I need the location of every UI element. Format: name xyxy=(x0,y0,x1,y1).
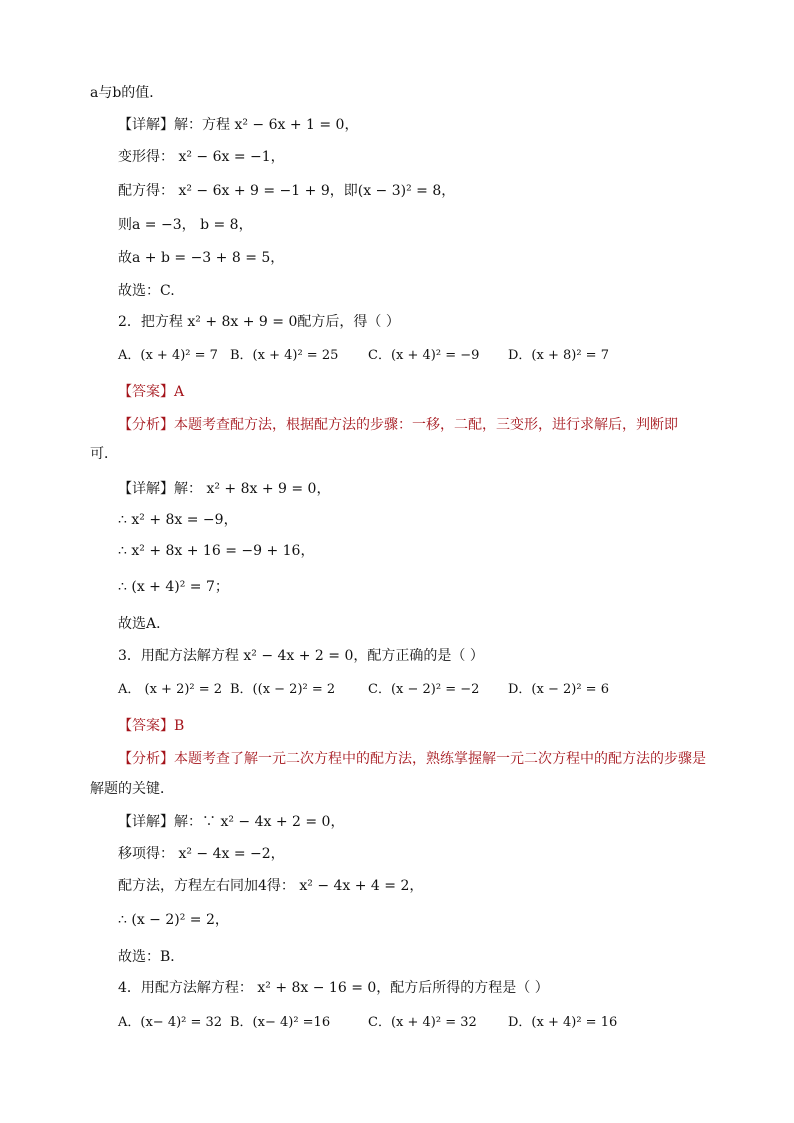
q2-option-c: C．(x + 4)² = −9 xyxy=(368,348,480,363)
question-4: 4．用配方法解方程： x² + 8x − 16 = 0，配方后所得的方程是（ ） xyxy=(118,980,549,996)
q4-option-c: C．(x + 4)² = 32 xyxy=(368,1015,477,1030)
question-3: 3．用配方法解方程 x² − 4x + 2 = 0，配方正确的是（ ） xyxy=(118,648,484,664)
q3-option-d: D．(x − 2)² = 6 xyxy=(508,682,609,697)
question-2: 2．把方程 x² + 8x + 9 = 0配方后，得（ ） xyxy=(118,314,400,330)
analysis-line: 【分析】本题考查配方法，根据配方法的步骤：一移，二配，三变形，进行求解后，判断即 xyxy=(118,417,678,433)
solution-line: 【详解】解：方程 x² − 6x + 1 = 0， xyxy=(118,117,359,133)
text-line: ∴ x² + 8x = −9， xyxy=(118,512,238,528)
answer-label: 【答案】B xyxy=(118,718,185,734)
q3-option-a: A． (x + 2)² = 2 xyxy=(118,682,223,697)
text-line: a与b的值． xyxy=(90,85,164,101)
q2-option-b: B．(x + 4)² = 25 xyxy=(230,348,339,363)
text-line: 故选：B． xyxy=(118,949,185,965)
text-line: 故选：C. xyxy=(118,283,175,299)
solution-line: 【详解】解： x² + 8x + 9 = 0， xyxy=(118,481,331,497)
text-line: 解题的关键． xyxy=(90,781,174,797)
text-line: ∴ (x + 4)² = 7； xyxy=(118,579,229,595)
text-line: 配方法，方程左右同加4得： x² − 4x + 4 = 2， xyxy=(118,878,424,894)
answer-label: 【答案】A xyxy=(118,384,185,400)
text-line: 则a = −3， b = 8， xyxy=(118,217,253,233)
text-line: ∴ x² + 8x + 16 = −9 + 16， xyxy=(118,543,315,559)
text-line: 变形得： x² − 6x = −1， xyxy=(118,149,285,165)
q4-option-a: A．(x− 4)² = 32 xyxy=(118,1015,223,1030)
text-line: 移项得： x² − 4x = −2， xyxy=(118,846,285,862)
text-line: ∴ (x − 2)² = 2， xyxy=(118,912,229,928)
solution-line: 【详解】解：∵ x² − 4x + 2 = 0， xyxy=(118,814,345,830)
q2-option-a: A．(x + 4)² = 7 xyxy=(118,348,218,363)
text-line: 配方得： x² − 6x + 9 = −1 + 9，即(x − 3)² = 8， xyxy=(118,183,456,199)
q2-option-d: D．(x + 8)² = 7 xyxy=(508,348,609,363)
q4-option-b: B．(x− 4)² =16 xyxy=(230,1015,331,1030)
q3-option-b: B．((x − 2)² = 2 xyxy=(230,682,336,697)
text-line: 故选A． xyxy=(118,616,171,632)
analysis-line: 【分析】本题考查了解一元二次方程中的配方法，熟练掌握解一元二次方程中的配方法的步骤是 xyxy=(118,751,706,767)
q4-option-d: D．(x + 4)² = 16 xyxy=(508,1015,618,1030)
text-line: 故a + b = −3 + 8 = 5， xyxy=(118,250,285,266)
text-line: 可． xyxy=(90,446,118,462)
q3-option-c: C．(x − 2)² = −2 xyxy=(368,682,480,697)
